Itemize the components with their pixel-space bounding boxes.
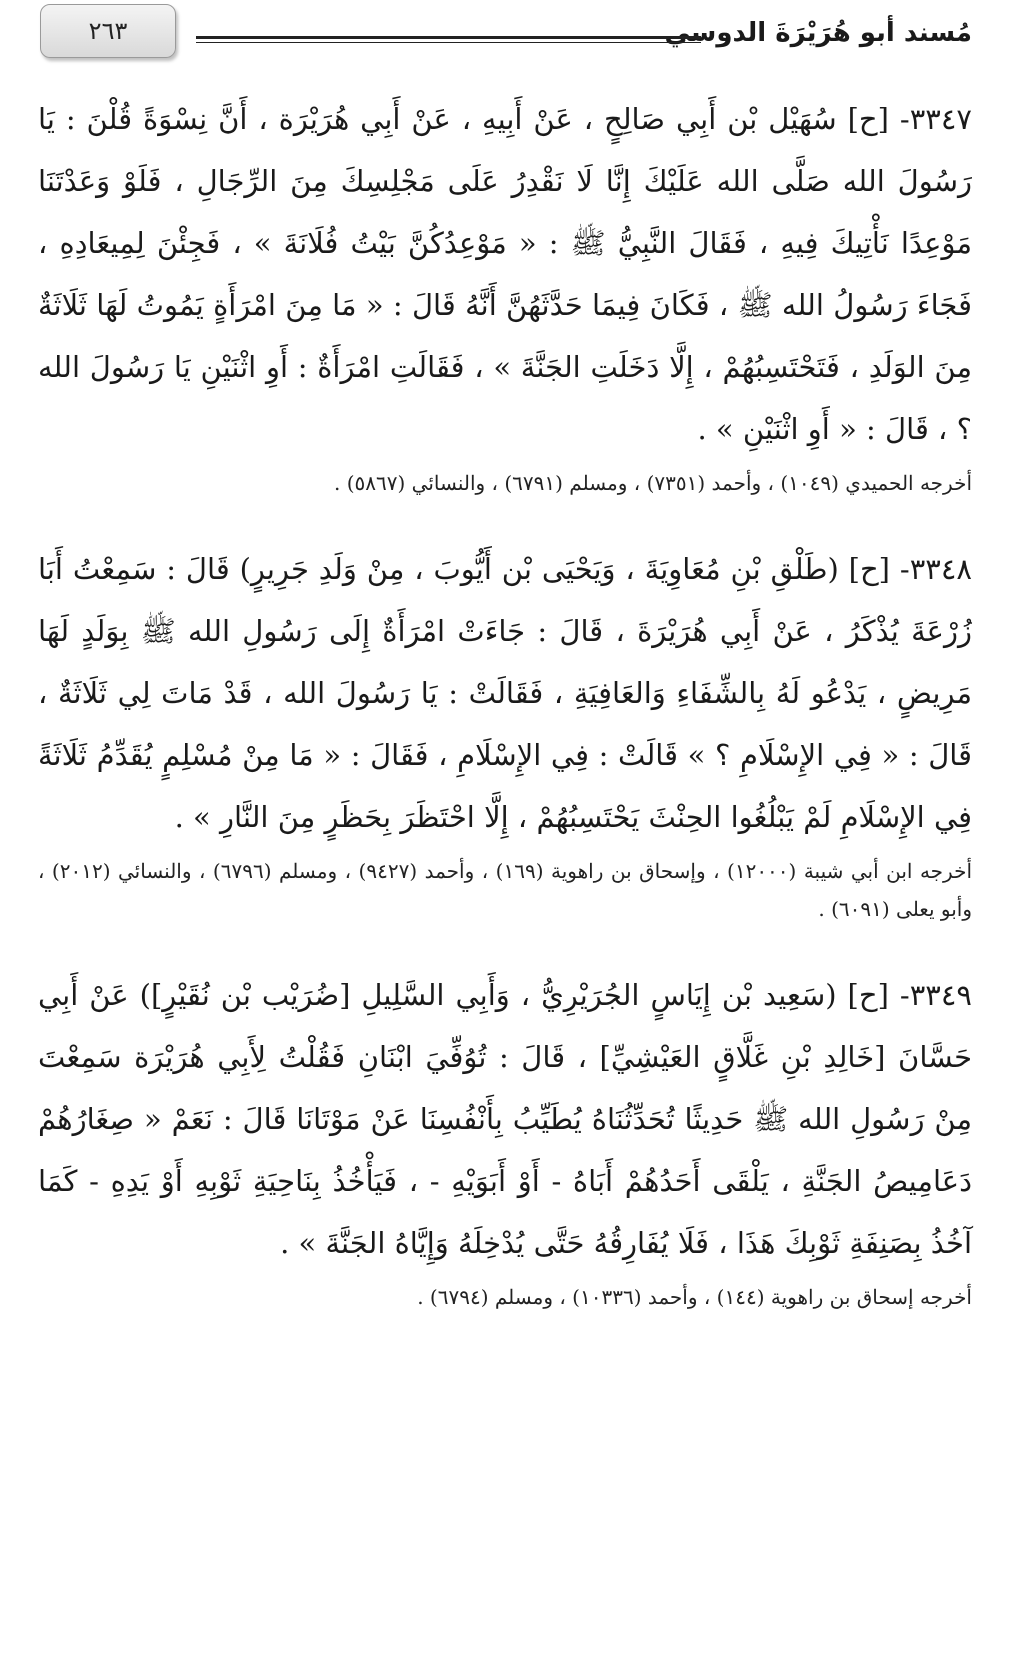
page-content xyxy=(38,88,972,1338)
takhrij-3347: أخرجه الحميدي (١٠٤٩) ، وأحمد (٧٣٥١) ، ومسلم (٦٧٩١) ، والنسائي (٥٨٦٧) . xyxy=(334,471,972,495)
running-title: مُسند أبو هُرَيْرَةَ الدوسي xyxy=(664,18,972,48)
page-number: ٢٦٣ xyxy=(40,4,176,58)
takhrij-3348: أخرجه ابن أبي شيبة (١٢٠٠٠) ، وإسحاق بن راهوية (١٦٩) ، وأحمد (٩٤٢٧) ، ومسلم (٦٧٩٦) ، والنسائي (٢٠١٢) ، وأبو يعلى (٦٠٩١) . xyxy=(38,859,972,921)
page-header xyxy=(0,0,1010,75)
hadith-3348: ٣٣٤٨- [ح] (طَلْقِ بْنِ مُعَاوِيَةَ ، وَيَحْيَى بْن أَيُّوبَ ، مِنْ وَلَدِ جَرِيرٍ) قَالَ : سَمِعْتُ أَبَا زُرْعَةَ يُذْكَرُ ، عَنْ أَبِي هُرَيْرَةَ ، قَالَ : جَاءَتْ امْرَأَةٌ إِلَى رَسُولِ الله ﷺ بِوَلَدٍ لَهَا مَرِيضٍ ، يَدْعُو لَهُ بِالشِّفَاءِ وَالعَافِيَةِ ، فَقَالَتْ : يَا رَسُولَ الله ، قَدْ مَاتَ لِي ثَلَاثَةٌ ، قَالَ : « فِي الإِسْلَامِ ؟ » قَالَتْ : فِي الإِسْلَامِ ، فَقَالَ : « مَا مِنْ مُسْلِمٍ يُقَدِّمُ ثَلَاثَةً فِي الإِسْلَامِ لَمْ يَبْلُغُوا الحِنْثَ يَحْتَسِبُهُمْ ، إِلَّا احْتَظَرَ بِحَظَرٍ مِنَ النَّارِ » . xyxy=(38,552,972,834)
takhrij-3349: أخرجه إسحاق بن راهوية (١٤٤) ، وأحمد (١٠٣٣٦) ، ومسلم (٦٧٩٤) . xyxy=(417,1285,972,1309)
section-gap xyxy=(38,524,972,538)
hadith-3347: ٣٣٤٧- [ح] سُهَيْل بْن أَبِي صَالِحٍ ، عَنْ أَبِيهِ ، عَنْ أَبِي هُرَيْرَة ، أَنَّ نِسْوَةً قُلْنَ : يَا رَسُولَ الله صَلَّى الله عَلَيْكَ إِنَّا لَا نَقْدِرُ عَلَى مَجْلِسِكَ مِنَ الرِّجَالِ ، فَلَوْ وَعَدْتَنَا مَوْعِدًا نَأْتِيكَ فِيهِ ، فَقَالَ النَّبِيُّ ﷺ : « مَوْعِدُكُنَّ بَيْتُ فُلَانَةَ » ، فَجِئْنَ لِمِيعَادِهِ ، فَجَاءَ رَسُولُ الله ﷺ ، فَكَانَ فِيمَا حَدَّثَهُنَّ أَنَّهُ قَالَ : « مَا مِنَ امْرَأَةٍ يَمُوتُ لَهَا ثَلَاثَةٌ مِنَ الوَلَدِ ، فَتَحْتَسِبُهُمْ ، إِلَّا دَخَلَتِ الجَنَّةَ » ، فَقَالَتِ امْرَأَةٌ : أَوِ اثْنَيْنِ يَا رَسُولَ الله ؟ ، قَالَ : « أَوِ اثْنَيْنِ » . xyxy=(38,102,972,446)
header-rule xyxy=(196,36,701,43)
hadith-3349: ٣٣٤٩- [ح] (سَعِيد بْن إِيَاسٍ الجُرَيْرِيُّ ، وَأَبِي السَّلِيلِ [ضُرَيْب بْن نُقَيْرٍ]) عَنْ أَبِي حَسَّانَ [خَالِدِ بْنِ غَلَّاقٍ العَيْشِيِّ] ، قَالَ : تُوُفِّيَ ابْنَانِ فَقُلْتُ لِأَبِي هُرَيْرَة سَمِعْتَ مِنْ رَسُولِ الله ﷺ حَدِيثًا تُحَدِّثُنَاهُ يُطَيِّبُ بِأَنْفُسِنَا عَنْ مَوْتَانَا قَالَ : نَعَمْ « صِغَارُهُمْ دَعَامِيصُ الجَنَّةِ ، يَلْقَى أَحَدُهُمْ أَبَاهُ - أَوْ أَبَوَيْهِ - ، فَيَأْخُذُ بِنَاحِيَةِ ثَوْبِهِ أَوْ يَدِهِ - كَمَا آخُذُ بِصَنِفَةِ ثَوْبِكَ هَذَا ، فَلَا يُفَارِقُهُ حَتَّى يُدْخِلَهُ وَإِيَّاهُ الجَنَّةَ » . xyxy=(38,978,972,1260)
section-gap xyxy=(38,950,972,964)
